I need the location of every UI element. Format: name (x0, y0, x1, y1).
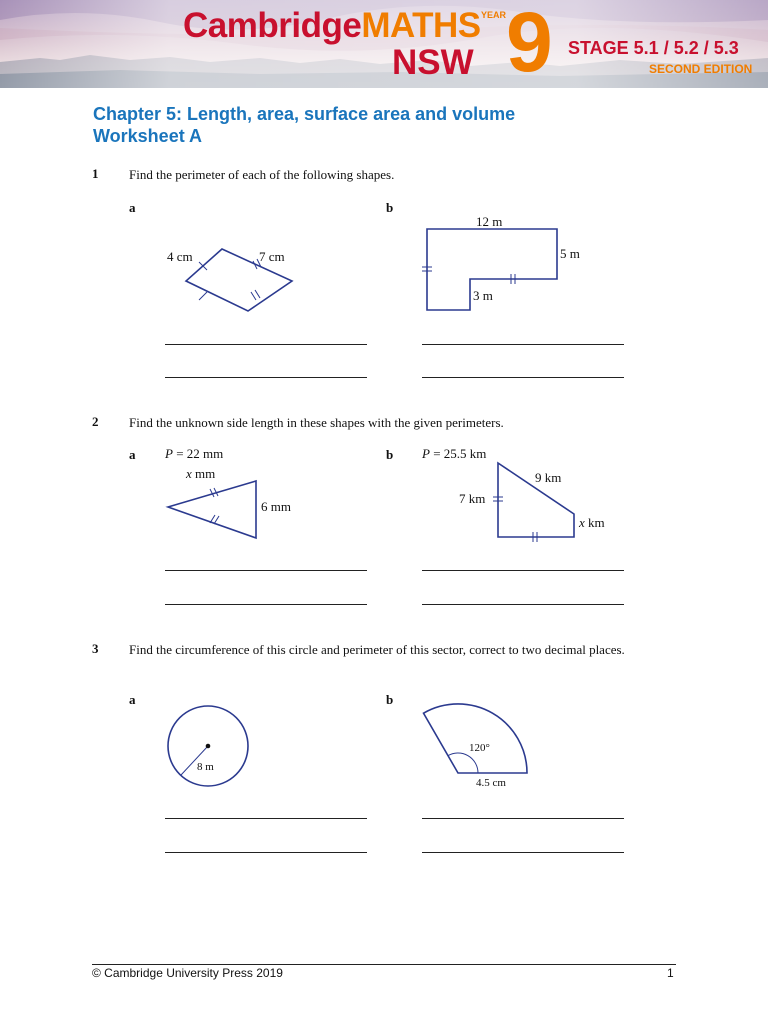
question-2-text: Find the unknown side length in these shapes with the given perimeters. (129, 415, 504, 430)
question-3-text: Find the circumference of this circle and perimeter of this sector, correct to two decimal places. (129, 642, 625, 657)
q2b-tick-marks (493, 497, 537, 542)
q3-part-a-label: a (129, 692, 136, 707)
footer-divider (92, 964, 676, 965)
q3a-answer-line-1[interactable] (165, 818, 367, 819)
q1-part-b-label: b (386, 200, 394, 215)
year-number: 9 (506, 0, 553, 88)
edition-label: SECOND EDITION (649, 62, 753, 76)
q2b-unknown-var: x (579, 515, 585, 530)
q1a-label-right: 7 cm (259, 249, 285, 264)
q1a-label-left: 4 cm (167, 249, 193, 264)
question-3-number: 3 (92, 641, 99, 656)
q2b-given-var: P (422, 446, 430, 461)
q2b-answer-line-1[interactable] (422, 570, 624, 571)
q1b-label-inner: 3 m (473, 288, 493, 303)
q2a-unknown-var: x (186, 466, 192, 481)
q2-part-a-label: a (129, 447, 136, 462)
brand-cambridge: Cambridge (183, 6, 362, 45)
q1-part-a-label: a (129, 200, 136, 215)
q2a-answer-line-2[interactable] (165, 604, 367, 605)
question-1-number: 1 (92, 166, 99, 181)
q1b-tick-marks (422, 267, 515, 284)
q3a-radius-label: 8 m (197, 761, 214, 773)
q1a-tick-marks (199, 259, 261, 300)
q1a-answer-line-2[interactable] (165, 377, 367, 378)
question-1-text: Find the perimeter of each of the following shapes. (129, 167, 395, 182)
question-2-number: 2 (92, 414, 99, 429)
q3a-centre-dot (206, 744, 211, 749)
q2a-unknown-unit: mm (191, 466, 216, 481)
q3-part-b-label: b (386, 692, 394, 707)
q2b-given-value: = 25.5 km (429, 446, 487, 461)
q2b-label-slant: 9 km (535, 470, 562, 485)
footer-copyright: © Cambridge University Press 2019 (92, 966, 283, 980)
q2b-label-right (578, 515, 605, 530)
worksheet-title: Worksheet A (93, 126, 203, 146)
q1b-label-right: 5 m (560, 246, 580, 261)
q2a-answer-line-1[interactable] (165, 570, 367, 571)
q3b-answer-line-2[interactable] (422, 852, 624, 853)
q1a-answer-line-1[interactable] (165, 344, 367, 345)
stage-label: STAGE 5.1 / 5.2 / 5.3 (568, 38, 739, 58)
q1b-label-top: 12 m (476, 214, 503, 229)
q3a-answer-line-2[interactable] (165, 852, 367, 853)
q3b-angle-label: 120° (469, 742, 490, 754)
page-number: 1 (667, 966, 674, 980)
brand-maths: MATHS (361, 6, 481, 45)
q1b-answer-line-1[interactable] (422, 344, 624, 345)
q2b-unknown-unit: km (584, 515, 605, 530)
q2a-given-var: P (165, 446, 173, 461)
year-label: YEAR (481, 10, 507, 20)
q2-part-b-label: b (386, 447, 394, 462)
q2a-label-slant (185, 466, 215, 481)
brand-nsw: NSW (392, 43, 474, 82)
q2a-label-side: 6 mm (261, 499, 291, 514)
q2b-answer-line-2[interactable] (422, 604, 624, 605)
q2a-given-value: = 22 mm (172, 446, 224, 461)
q2a-triangle-shape (168, 481, 256, 538)
q3b-answer-line-1[interactable] (422, 818, 624, 819)
chapter-title: Chapter 5: Length, area, surface area and volume (93, 104, 516, 124)
q1b-answer-line-2[interactable] (422, 377, 624, 378)
q3b-radius-label: 4.5 cm (476, 777, 506, 789)
q2b-label-left: 7 km (459, 491, 486, 506)
